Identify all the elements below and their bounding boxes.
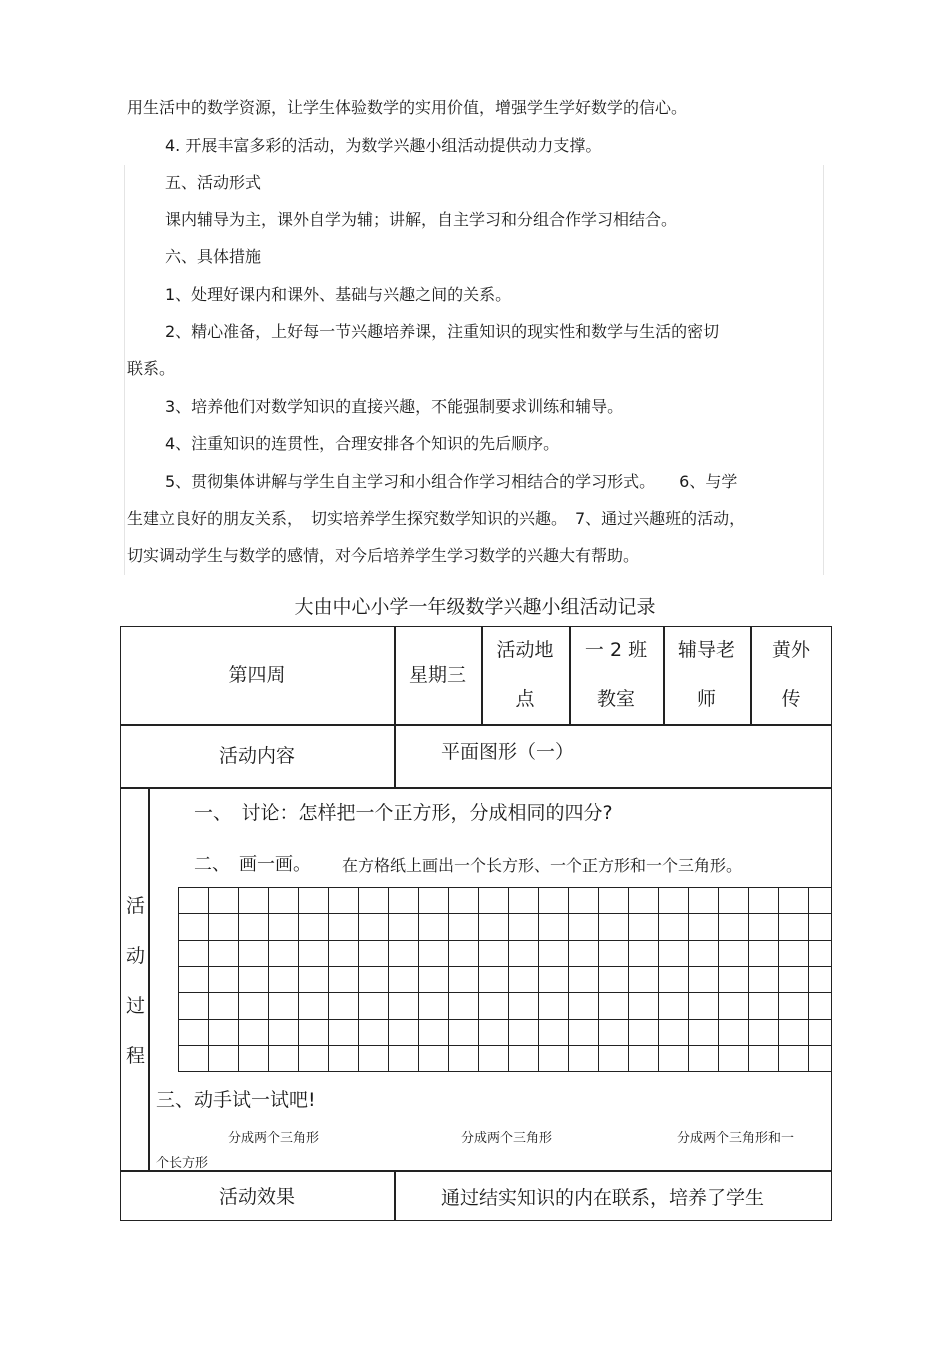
process-label-char: 过 — [126, 995, 146, 1017]
section-heading: 五、活动形式 — [165, 173, 262, 192]
weekday-cell: 星期三 — [408, 664, 466, 686]
step-three: 三、动手试一试吧! — [156, 1089, 316, 1111]
grid-line — [238, 887, 239, 1071]
step-two-text: 在方格纸上画出一个长方形、一个正方形和一个三角形。 — [342, 856, 743, 875]
teacher-label-line1: 辅导老 — [677, 639, 735, 661]
grid-line — [448, 887, 449, 1071]
effect-value: 通过结实知识的内在联系，培养了学生 — [441, 1187, 765, 1209]
grid-line — [178, 887, 832, 888]
row-divider — [120, 787, 832, 789]
process-label-char: 活 — [126, 895, 146, 917]
grid-line — [808, 887, 809, 1071]
record-title: 大由中心小学一年级数学兴趣小组活动记录 — [294, 596, 656, 618]
grid-line — [208, 887, 209, 1071]
effect-label: 活动效果 — [218, 1186, 295, 1208]
paragraph-line: 4、注重知识的连贯性，合理安排各个知识的先后顺序。 — [165, 434, 560, 453]
place-value-line1: 一 2 班 — [584, 639, 648, 661]
step-two-title: 二、 画一画。 — [194, 854, 311, 875]
grid-line — [478, 887, 479, 1071]
paragraph-line: 3、培养他们对数学知识的直接兴趣，不能强制要求训练和辅导。 — [165, 397, 624, 416]
grid-line — [178, 966, 832, 967]
margin-rule-right — [823, 165, 824, 575]
grid-line — [718, 887, 719, 1071]
week-cell: 第四周 — [228, 664, 286, 686]
caption-3-continued: 个长方形 — [156, 1156, 209, 1171]
process-label-char: 程 — [126, 1045, 146, 1067]
grid-line — [358, 887, 359, 1071]
grid-line — [298, 887, 299, 1071]
teacher-label-line2: 师 — [696, 688, 716, 710]
grid-line — [748, 887, 749, 1071]
paragraph-line: 联系。 — [127, 359, 176, 378]
content-value: 平面图形（一） — [441, 741, 575, 763]
section-heading: 六、具体措施 — [165, 247, 262, 266]
grid-line — [538, 887, 539, 1071]
grid-line — [178, 887, 179, 1071]
margin-rule-left — [124, 165, 125, 575]
paragraph-line: 5、贯彻集体讲解与学生自主学习和小组合作学习相结合的学习形式。 6、与学 — [165, 472, 738, 491]
paragraph-line: 切实调动学生与数学的感情，对今后培养学生学习数学的兴趣大有帮助。 — [127, 546, 640, 565]
grid-line — [178, 940, 832, 941]
col-divider — [394, 1170, 396, 1221]
grid-line — [418, 887, 419, 1071]
teacher-value-line2: 传 — [781, 688, 801, 710]
grid-line — [568, 887, 569, 1071]
grid-line — [688, 887, 689, 1071]
place-label-line1: 活动地 — [496, 639, 554, 661]
paragraph-line: 4. 开展丰富多彩的活动，为数学兴趣小组活动提供动力支撑。 — [165, 136, 602, 155]
grid-line — [328, 887, 329, 1071]
row-divider — [120, 1170, 832, 1172]
caption-2: 分成两个三角形 — [461, 1131, 553, 1146]
grid-line — [178, 992, 832, 993]
col-divider — [148, 787, 150, 1170]
row-divider — [120, 724, 832, 726]
place-value-line2: 教室 — [596, 688, 635, 710]
grid-line — [178, 1019, 832, 1020]
caption-3: 分成两个三角形和一 — [677, 1131, 795, 1146]
grid-line — [598, 887, 599, 1071]
grid-line — [178, 1045, 832, 1046]
grid-line — [628, 887, 629, 1071]
teacher-value-line1: 黄外 — [771, 639, 810, 661]
process-label-char: 动 — [126, 945, 146, 967]
grid-line — [178, 913, 832, 914]
grid-line — [388, 887, 389, 1071]
paragraph-line: 课内辅导为主，课外自学为辅；讲解，自主学习和分组合作学习相结合。 — [165, 210, 678, 229]
step-one: 一、 讨论：怎样把一个正方形，分成相同的四分? — [194, 802, 613, 824]
paragraph-line: 2、精心准备，上好每一节兴趣培养课，注重知识的现实性和数学与生活的密切 — [165, 322, 720, 341]
place-label-line2: 点 — [515, 688, 535, 710]
paragraph-line: 用生活中的数学资源，让学生体验数学的实用价值，增强学生学好数学的信心。 — [127, 98, 688, 117]
grid-line — [508, 887, 509, 1071]
caption-1: 分成两个三角形 — [228, 1131, 320, 1146]
paragraph-line: 生建立良好的朋友关系， 切实培养学生探究数学知识的兴趣。 7、通过兴趣班的活动， — [127, 509, 746, 528]
grid-line — [268, 887, 269, 1071]
grid-line — [178, 1071, 832, 1072]
grid-paper — [178, 887, 832, 1071]
grid-line — [658, 887, 659, 1071]
content-label: 活动内容 — [218, 745, 295, 767]
paragraph-line: 1、处理好课内和课外、基础与兴趣之间的关系。 — [165, 285, 512, 304]
grid-line — [778, 887, 779, 1071]
